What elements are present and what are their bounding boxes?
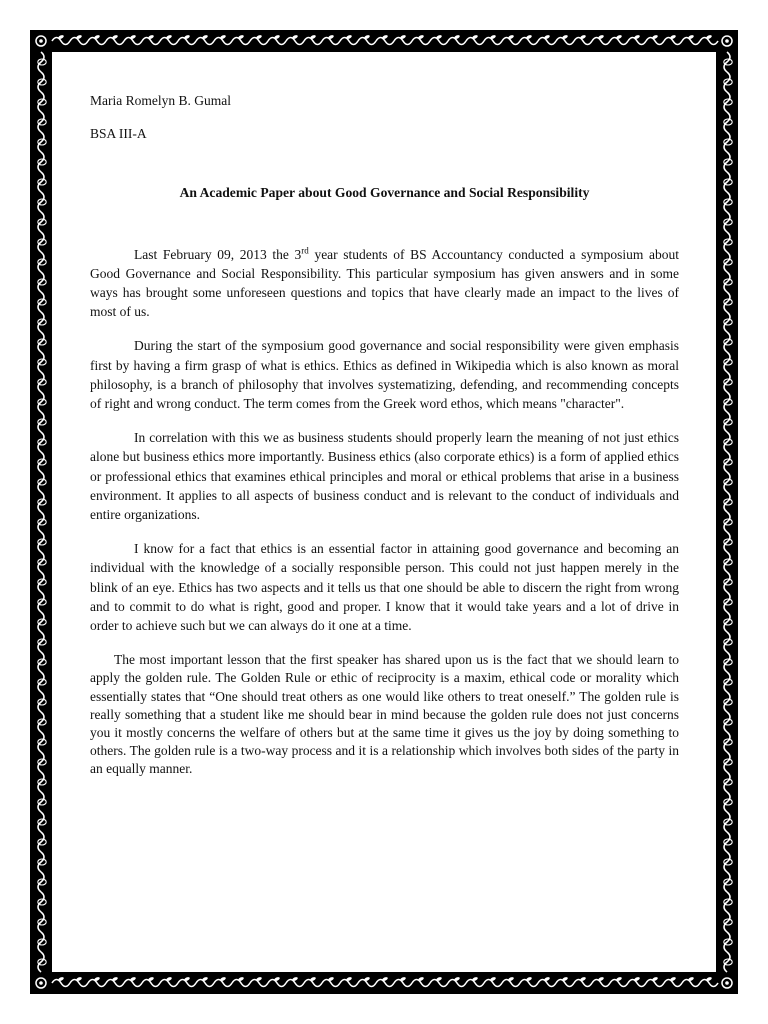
paragraph-5: The most important lesson that the first speaker has shared upon us is the fact that we should learn to apply the golden rule. The Golden Rule or ethic of reciprocity is a maxim, ethical code or morality which essentially states that “One should treat others as one would like others to treat oneself.” The golden rule is really something that a student like me should bear in mind because the golden rule does not just concerns you it mostly concerns the welfare of others but at the same time it gives us the joy by doing something to others. The golden rule is a two-way process and it is a relationship which involves both sides of the party in an equally manner. bbox=[90, 652, 679, 777]
corner-dot bbox=[39, 39, 43, 43]
paragraph-1-rest: year students of BS Accountancy conducted a symposium about Good Governance and Social Responsibility. This particular symposium has given answers and in some ways has brought some unforeseen questions and topics that have clearly made an impact to the lives of most of us. bbox=[90, 246, 679, 320]
corner-dot bbox=[725, 981, 729, 985]
border-band-bottom bbox=[30, 972, 738, 994]
paragraph-1 bbox=[90, 245, 679, 322]
paragraph-3: In correlation with this we as business students should properly learn the meaning of not just ethics alone but business ethics more importantly. Business ethics (also corporate ethics) is a form of applied ethics or professional ethics that examines ethical principles and moral or ethical problems that arise in a business environment. It applies to all aspects of business conduct and is relevant to the conduct of individuals and entire organizations. bbox=[90, 430, 679, 523]
paragraph-4: I know for a fact that ethics is an essential factor in attaining good governance and becoming an individual with the knowledge of a socially responsible person. This could not just happen merely in the blink of an eye. Ethics has two aspects and it tells us that one should be able to discern the right from wrong and to commit to do what is right, good and proper. I know that it would take years and a lot of drive in order to achieve such but we can always do it one at a time. bbox=[90, 541, 679, 634]
paragraph-1-start: Last February 09, 2013 the 3 bbox=[134, 246, 302, 262]
class-section: BSA III-A bbox=[90, 126, 147, 142]
paragraph-2: During the start of the symposium good governance and social responsibility were given emphasis first by having a firm grasp of what is ethics. Ethics as defined in Wikipedia which is also known as moral philosophy, is a branch of philosophy that involves systematizing, defending, and recommending concepts of right and wrong conduct. The term comes from the Greek word ethos, which means "character". bbox=[90, 338, 679, 412]
ordinal-superscript: rd bbox=[301, 245, 309, 256]
border-band-top bbox=[30, 30, 738, 52]
corner-dot bbox=[725, 39, 729, 43]
corner-dot bbox=[39, 981, 43, 985]
author-name: Maria Romelyn B. Gumal bbox=[90, 93, 231, 108]
document-body bbox=[90, 85, 679, 779]
document-title: An Academic Paper about Good Governance and Social Responsibility bbox=[179, 185, 590, 201]
